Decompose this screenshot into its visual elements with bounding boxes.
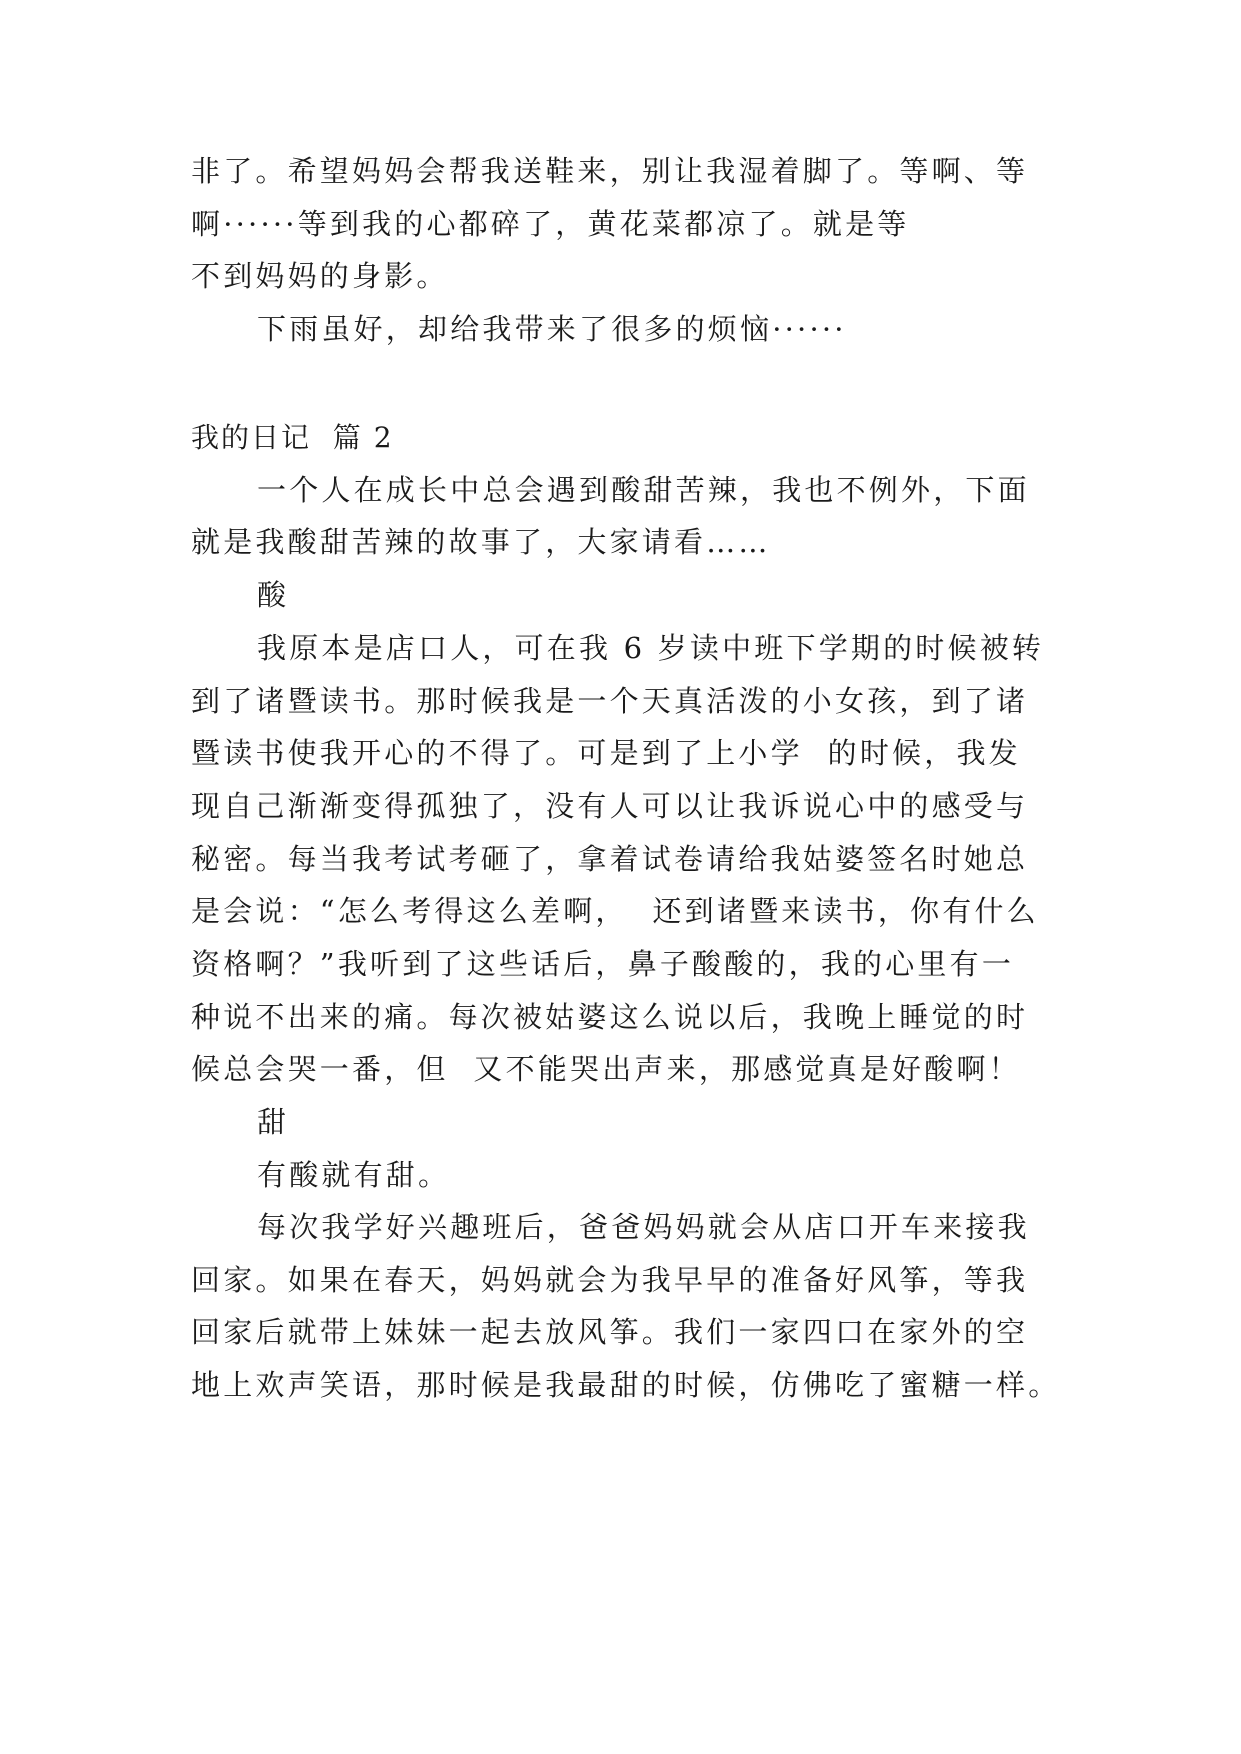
paragraph-line: 回家后就带上妹妹一起去放风筝。我们一家四口在家外的空 (191, 1315, 1029, 1349)
paragraph-line: 啊······等到我的心都碎了，黄花菜都凉了。就是等 (191, 207, 910, 241)
paragraph-line: 是会说：“怎么考得这么差啊， 还到诸暨来读书，你有什么 (191, 894, 1039, 928)
paragraph-line: 每次我学好兴趣班后，爸爸妈妈就会从店口开车来接我 (257, 1210, 1030, 1244)
paragraph-line: 到了诸暨读书。那时候我是一个天真活泼的小女孩，到了诸 (191, 684, 1029, 718)
paragraph-line: 下雨虽好，却给我带来了很多的烦恼······ (257, 312, 847, 346)
paragraph-line: 候总会哭一番，但 又不能哭出声来，那感觉真是好酸啊！ (191, 1052, 1021, 1086)
paragraph-line: 暨读书使我开心的不得了。可是到了上小学 的时候，我发 (191, 736, 1021, 770)
paragraph-line: 一个人在成长中总会遇到酸甜苦辣，我也不例外，下面 (257, 473, 1030, 507)
paragraph-line: 回家。如果在春天，妈妈就会为我早早的准备好风筝，等我 (191, 1263, 1029, 1297)
paragraph-line: 我原本是店口人，可在我 6 岁读中班下学期的时候被转 (257, 631, 1045, 665)
paragraph-line: 秘密。每当我考试考砸了，拿着试卷请给我姑婆签名时她总 (191, 842, 1029, 876)
paragraph-line: 不到妈妈的身影。 (191, 259, 449, 293)
paragraph-line: 非了。希望妈妈会帮我送鞋来，别让我湿着脚了。等啊、等 (191, 154, 1029, 188)
paragraph-line: 有酸就有甜。 (257, 1158, 451, 1192)
paragraph-line: 就是我酸甜苦辣的故事了，大家请看…… (191, 525, 771, 559)
subheading-sour: 酸 (257, 578, 290, 612)
paragraph-line: 资格啊？”我听到了这些话后，鼻子酸酸的，我的心里有一 (191, 947, 1015, 981)
section-heading: 我的日记 篇 2 (191, 421, 394, 454)
paragraph-line: 地上欢声笑语，那时候是我最甜的时候，仿佛吃了蜜糖一样。 (191, 1368, 1061, 1402)
paragraph-line: 现自己渐渐变得孤独了，没有人可以让我诉说心中的感受与 (191, 789, 1029, 823)
paragraph-line: 种说不出来的痛。每次被姑婆这么说以后，我晚上睡觉的时 (191, 1000, 1029, 1034)
subheading-sweet: 甜 (257, 1105, 290, 1139)
